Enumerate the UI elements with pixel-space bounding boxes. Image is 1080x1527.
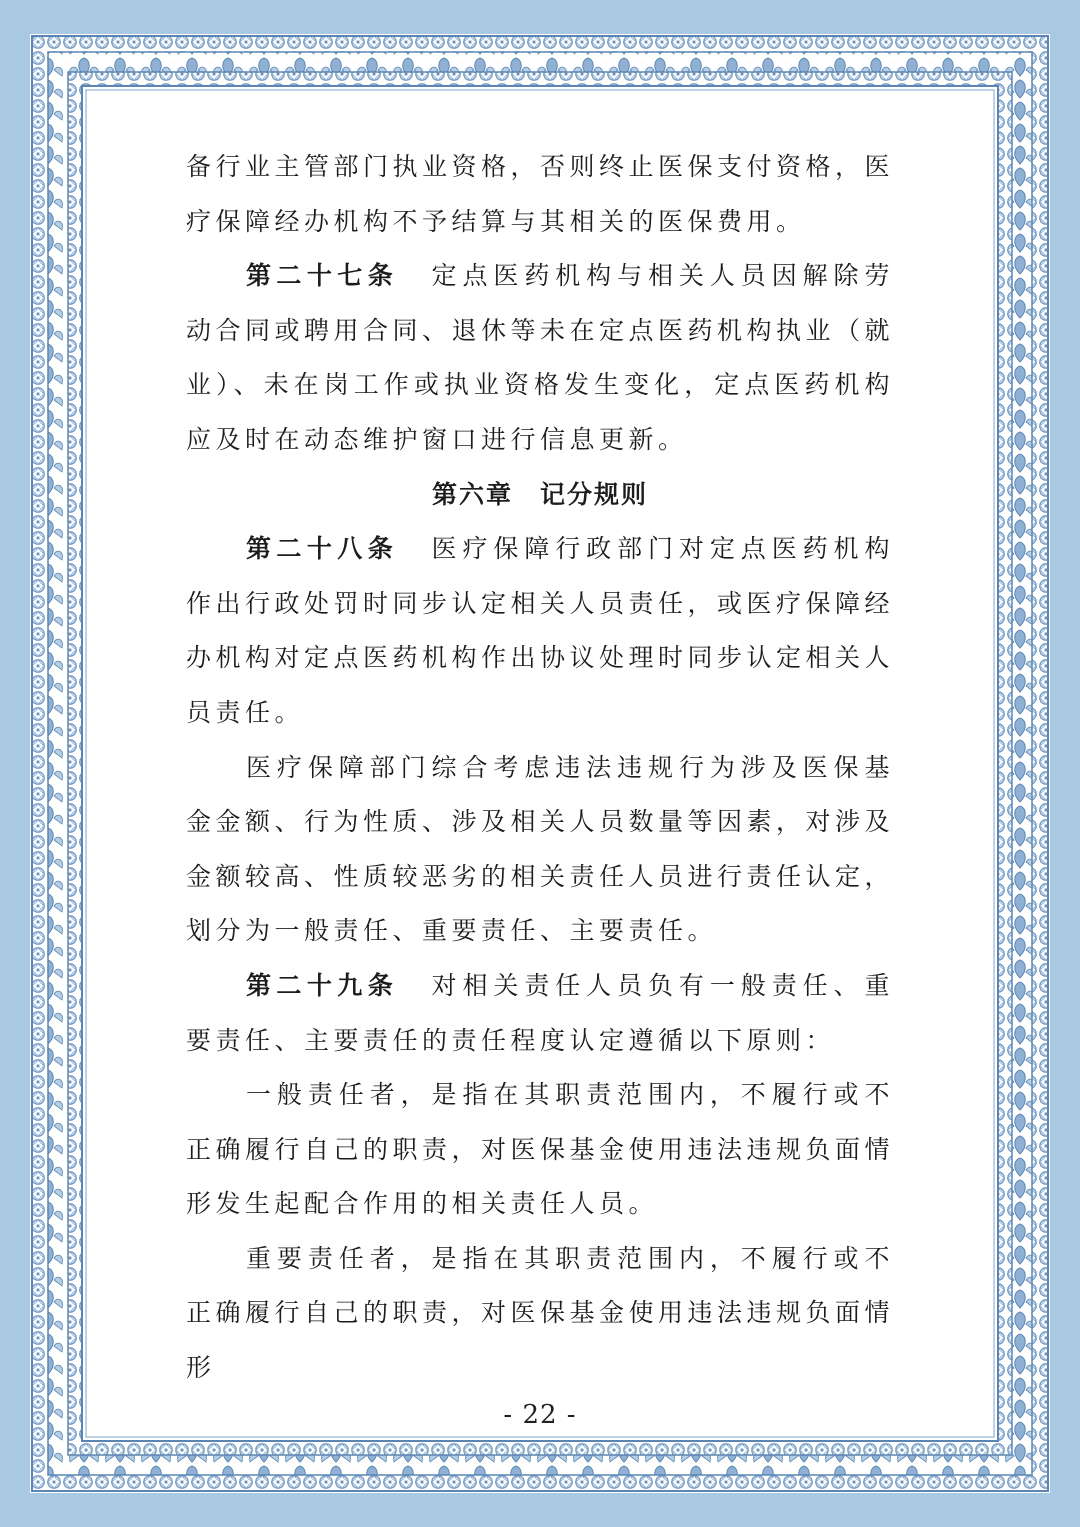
- paragraph-continuation: 备行业主管部门执业资格，否则终止医保支付资格，医疗保障经办机构不予结算与其相关的医保费用。: [186, 152, 895, 236]
- paragraph: 一般责任者，是指在其职责范围内，不履行或不正确履行自己的职责，对医保基金使用违法违规负面情形发生起配合作用的相关责任人员。: [186, 1080, 895, 1219]
- article-label: 第二十九条: [246, 970, 399, 1000]
- article-label: 第二十七条: [246, 261, 399, 291]
- article-text: 定点医药机构与相关人员因解除劳动合同或聘用合同、退休等未在定点医药机构执业（就业）、未在岗工作或执业资格发生变化，定点医药机构应及时在动态维护窗口进行信息更新。: [186, 261, 895, 454]
- chapter-heading: 第六章 记分规则: [431, 479, 648, 509]
- page-number: - 22 -: [503, 1400, 577, 1430]
- article-label: 第二十八条: [246, 534, 399, 564]
- document-body: [186, 140, 894, 1396]
- paragraph: 重要责任者，是指在其职责范围内，不履行或不正确履行自己的职责，对医保基金使用违法违规负面情形: [186, 1243, 895, 1383]
- paragraph: 医疗保障部门综合考虑违法违规行为涉及医保基金金额、行为性质、涉及相关人员数量等因素，对涉及金额较高、性质较恶劣的相关责任人员进行责任认定，划分为一般责任、重要责任、主要责任。: [186, 752, 895, 946]
- article-text: 对相关责任人员负有一般责任、重要责任、主要责任的责任程度认定遵循以下原则：: [186, 970, 894, 1055]
- article-text: 医疗保障行政部门对定点医药机构作出行政处罚时同步认定相关人员责任，或医疗保障经办机构对定点医药机构作出协议处理时同步认定相关人员责任。: [186, 534, 895, 727]
- article-28: [186, 522, 894, 740]
- article-29: [186, 959, 894, 1068]
- article-27: [186, 249, 894, 467]
